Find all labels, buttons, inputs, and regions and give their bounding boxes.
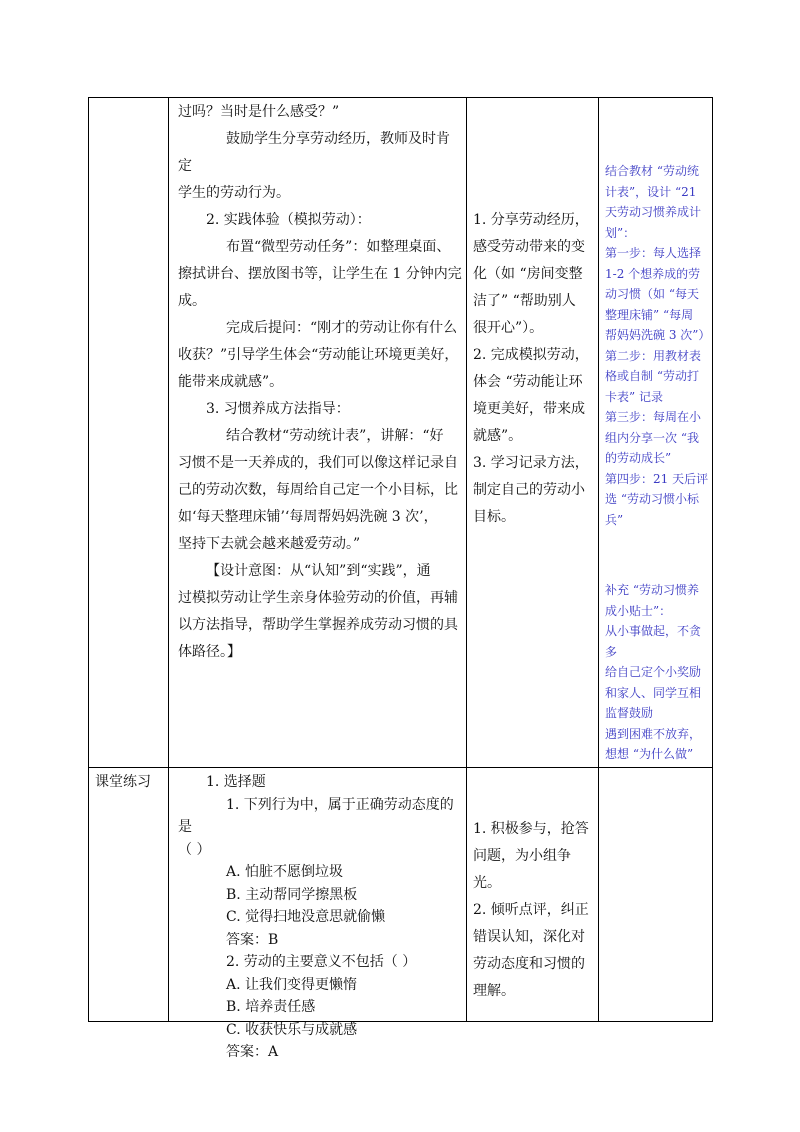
note-line: 计表”，设计 “21 xyxy=(605,184,697,199)
table-row-divider xyxy=(88,767,713,768)
text-line: 收获？”引导学生体会“劳动能让环境更美好， xyxy=(178,347,459,363)
student-activity-cell xyxy=(473,207,597,531)
note-line: 划”： xyxy=(605,225,636,240)
question-line: 1. 下列行为中，属于正确劳动态度的是 xyxy=(178,796,454,835)
text-line: 劳动态度和习惯的 xyxy=(473,956,585,972)
note-line: 第四步：21 天后评 xyxy=(605,471,709,486)
text-line: 2. 倾听点评，纠正 xyxy=(473,902,589,918)
practice-content-cell xyxy=(178,771,462,1064)
note-line: 的劳动成长” xyxy=(605,451,672,465)
design-intent-line: 【设计意图：从“认知”到“实践”，通 xyxy=(206,563,431,579)
design-intent-line: 体路径。】 xyxy=(178,644,241,660)
text-line: 理解。 xyxy=(473,983,515,999)
text-line: 完成后提问：“刚才的劳动让你有什么 xyxy=(226,320,458,336)
note-line: 遇到困难不放弃， xyxy=(605,726,702,741)
note-line: 天劳动习惯养成计 xyxy=(605,205,702,219)
note-line: 监督鼓励 xyxy=(605,706,654,720)
text-line: 习惯不是一天养成的，我们可以像这样记录自 xyxy=(178,455,458,471)
text-line: 1. 选择题 xyxy=(206,774,266,790)
row-label: 课堂练习 xyxy=(95,774,151,790)
text-line: 体会 “劳动能让环 xyxy=(473,374,583,390)
question-line: （ ） xyxy=(178,841,211,858)
text-line: 3. 学习记录方法， xyxy=(473,455,589,471)
text-line: 制定自己的劳动小 xyxy=(473,482,585,498)
text-line: 成。 xyxy=(178,293,206,309)
teaching-process-cell xyxy=(178,99,462,666)
table-right-border xyxy=(712,97,713,1021)
text-line: 2. 实践体验（模拟劳动）： xyxy=(206,212,371,228)
option-line: B. 主动帮同学擦黑板 xyxy=(226,886,358,903)
answer-line: 答案：B xyxy=(226,931,279,948)
note-line: 1-2 个想养成的劳 xyxy=(605,266,701,281)
practice-activity-cell xyxy=(473,816,597,1005)
option-line: C. 觉得扫地没意思就偷懒 xyxy=(226,909,386,925)
text-line: 问题，为小组争光。 xyxy=(473,848,571,891)
text-line: 坚持下去就会越来越爱劳动。” xyxy=(178,536,361,552)
note-line: 第一步：每人选择 xyxy=(605,246,702,260)
text-line: 3. 习惯养成方法指导： xyxy=(206,401,350,417)
text-line: 错误认知，深化对 xyxy=(473,929,585,945)
option-line: B. 培养责任感 xyxy=(226,999,316,1015)
text-line: 洁了” “帮助别人 xyxy=(473,293,576,309)
table-left-border xyxy=(88,97,89,1021)
text-line: 就感”。 xyxy=(473,428,523,444)
note-line: 想想 “为什么做” xyxy=(605,747,694,761)
text-line: 1. 积极参与，抢答 xyxy=(473,821,589,837)
note-line: 补充 “劳动习惯养 xyxy=(605,583,699,597)
text-line: 能带来成就感”。 xyxy=(178,374,284,390)
option-line: A. 让我们变得更懒惰 xyxy=(226,976,358,993)
note-line: 多 xyxy=(605,644,618,659)
note-line: 第三步：每周在小 xyxy=(605,410,702,424)
text-line: 学生的劳动行为。 xyxy=(178,185,290,201)
note-line: 结合教材 “劳动统 xyxy=(605,164,699,178)
note-line: 和家人、同学互相 xyxy=(605,685,702,700)
text-line: 己的劳动次数，每周给自己定一个小目标，比 xyxy=(178,482,458,498)
text-line: 1. 分享劳动经历， xyxy=(473,212,589,228)
question-line: 2. 劳动的主要意义不包括（ ） xyxy=(226,954,417,970)
notes-tips-cell xyxy=(605,580,711,765)
design-intent-line: 过模拟劳动让学生亲身体验劳动的价值，再辅 xyxy=(178,590,458,606)
note-line: 帮妈妈洗碗 3 次”） xyxy=(605,328,711,342)
note-line: 从小事做起，不贪 xyxy=(605,624,702,638)
option-line: A. 怕脏不愿倒垃圾 xyxy=(226,864,344,880)
text-line: 如‘每天整理床铺’‘每周帮妈妈洗碗 3 次’， xyxy=(178,509,438,525)
text-line: 布置“微型劳动任务”：如整理桌面、 xyxy=(226,239,451,255)
note-line: 选 “劳动习惯小标 xyxy=(605,492,699,506)
text-line: 目标。 xyxy=(473,509,515,525)
note-line: 给自己定个小奖励 xyxy=(605,665,702,679)
note-line: 动习惯（如 “每天 xyxy=(605,287,699,301)
note-line: 组内分享一次 “我 xyxy=(605,430,699,445)
text-line: 结合教材“劳动统计表”，讲解：“好 xyxy=(226,428,444,444)
text-line: 鼓励学生分享劳动经历，教师及时肯定 xyxy=(178,131,450,174)
note-line: 卡表” 记录 xyxy=(605,389,663,404)
text-line: 擦拭讲台、摆放图书等，让学生在 1 分钟内完 xyxy=(178,266,462,282)
note-line: 格或自制 “劳动打 xyxy=(605,369,699,383)
text-line: 过吗？当时是什么感受？” xyxy=(178,104,340,120)
text-line: 感受劳动带来的变 xyxy=(473,239,585,255)
note-line: 第二步：用教材表 xyxy=(605,348,702,363)
design-intent-line: 以方法指导，帮助学生掌握养成劳动习惯的具 xyxy=(178,617,458,633)
text-line: 2. 完成模拟劳动， xyxy=(473,347,589,363)
note-line: 兵” xyxy=(605,512,624,527)
text-line: 境更美好，带来成 xyxy=(473,401,585,417)
notes-cell xyxy=(605,161,711,530)
column-divider-3 xyxy=(598,97,599,1021)
column-divider-1 xyxy=(168,97,169,1021)
row-label-practice xyxy=(95,771,165,794)
table-top-border xyxy=(88,97,713,98)
note-line: 成小贴士”： xyxy=(605,603,672,618)
note-line: 整理床铺” “每周 xyxy=(605,307,694,322)
column-divider-2 xyxy=(466,97,467,1021)
text-line: 很开心”）。 xyxy=(473,320,544,336)
answer-line: 答案：A xyxy=(226,1044,279,1060)
text-line: 化（如 “房间变整 xyxy=(473,266,583,282)
option-line: C. 收获快乐与成就感 xyxy=(226,1021,358,1038)
